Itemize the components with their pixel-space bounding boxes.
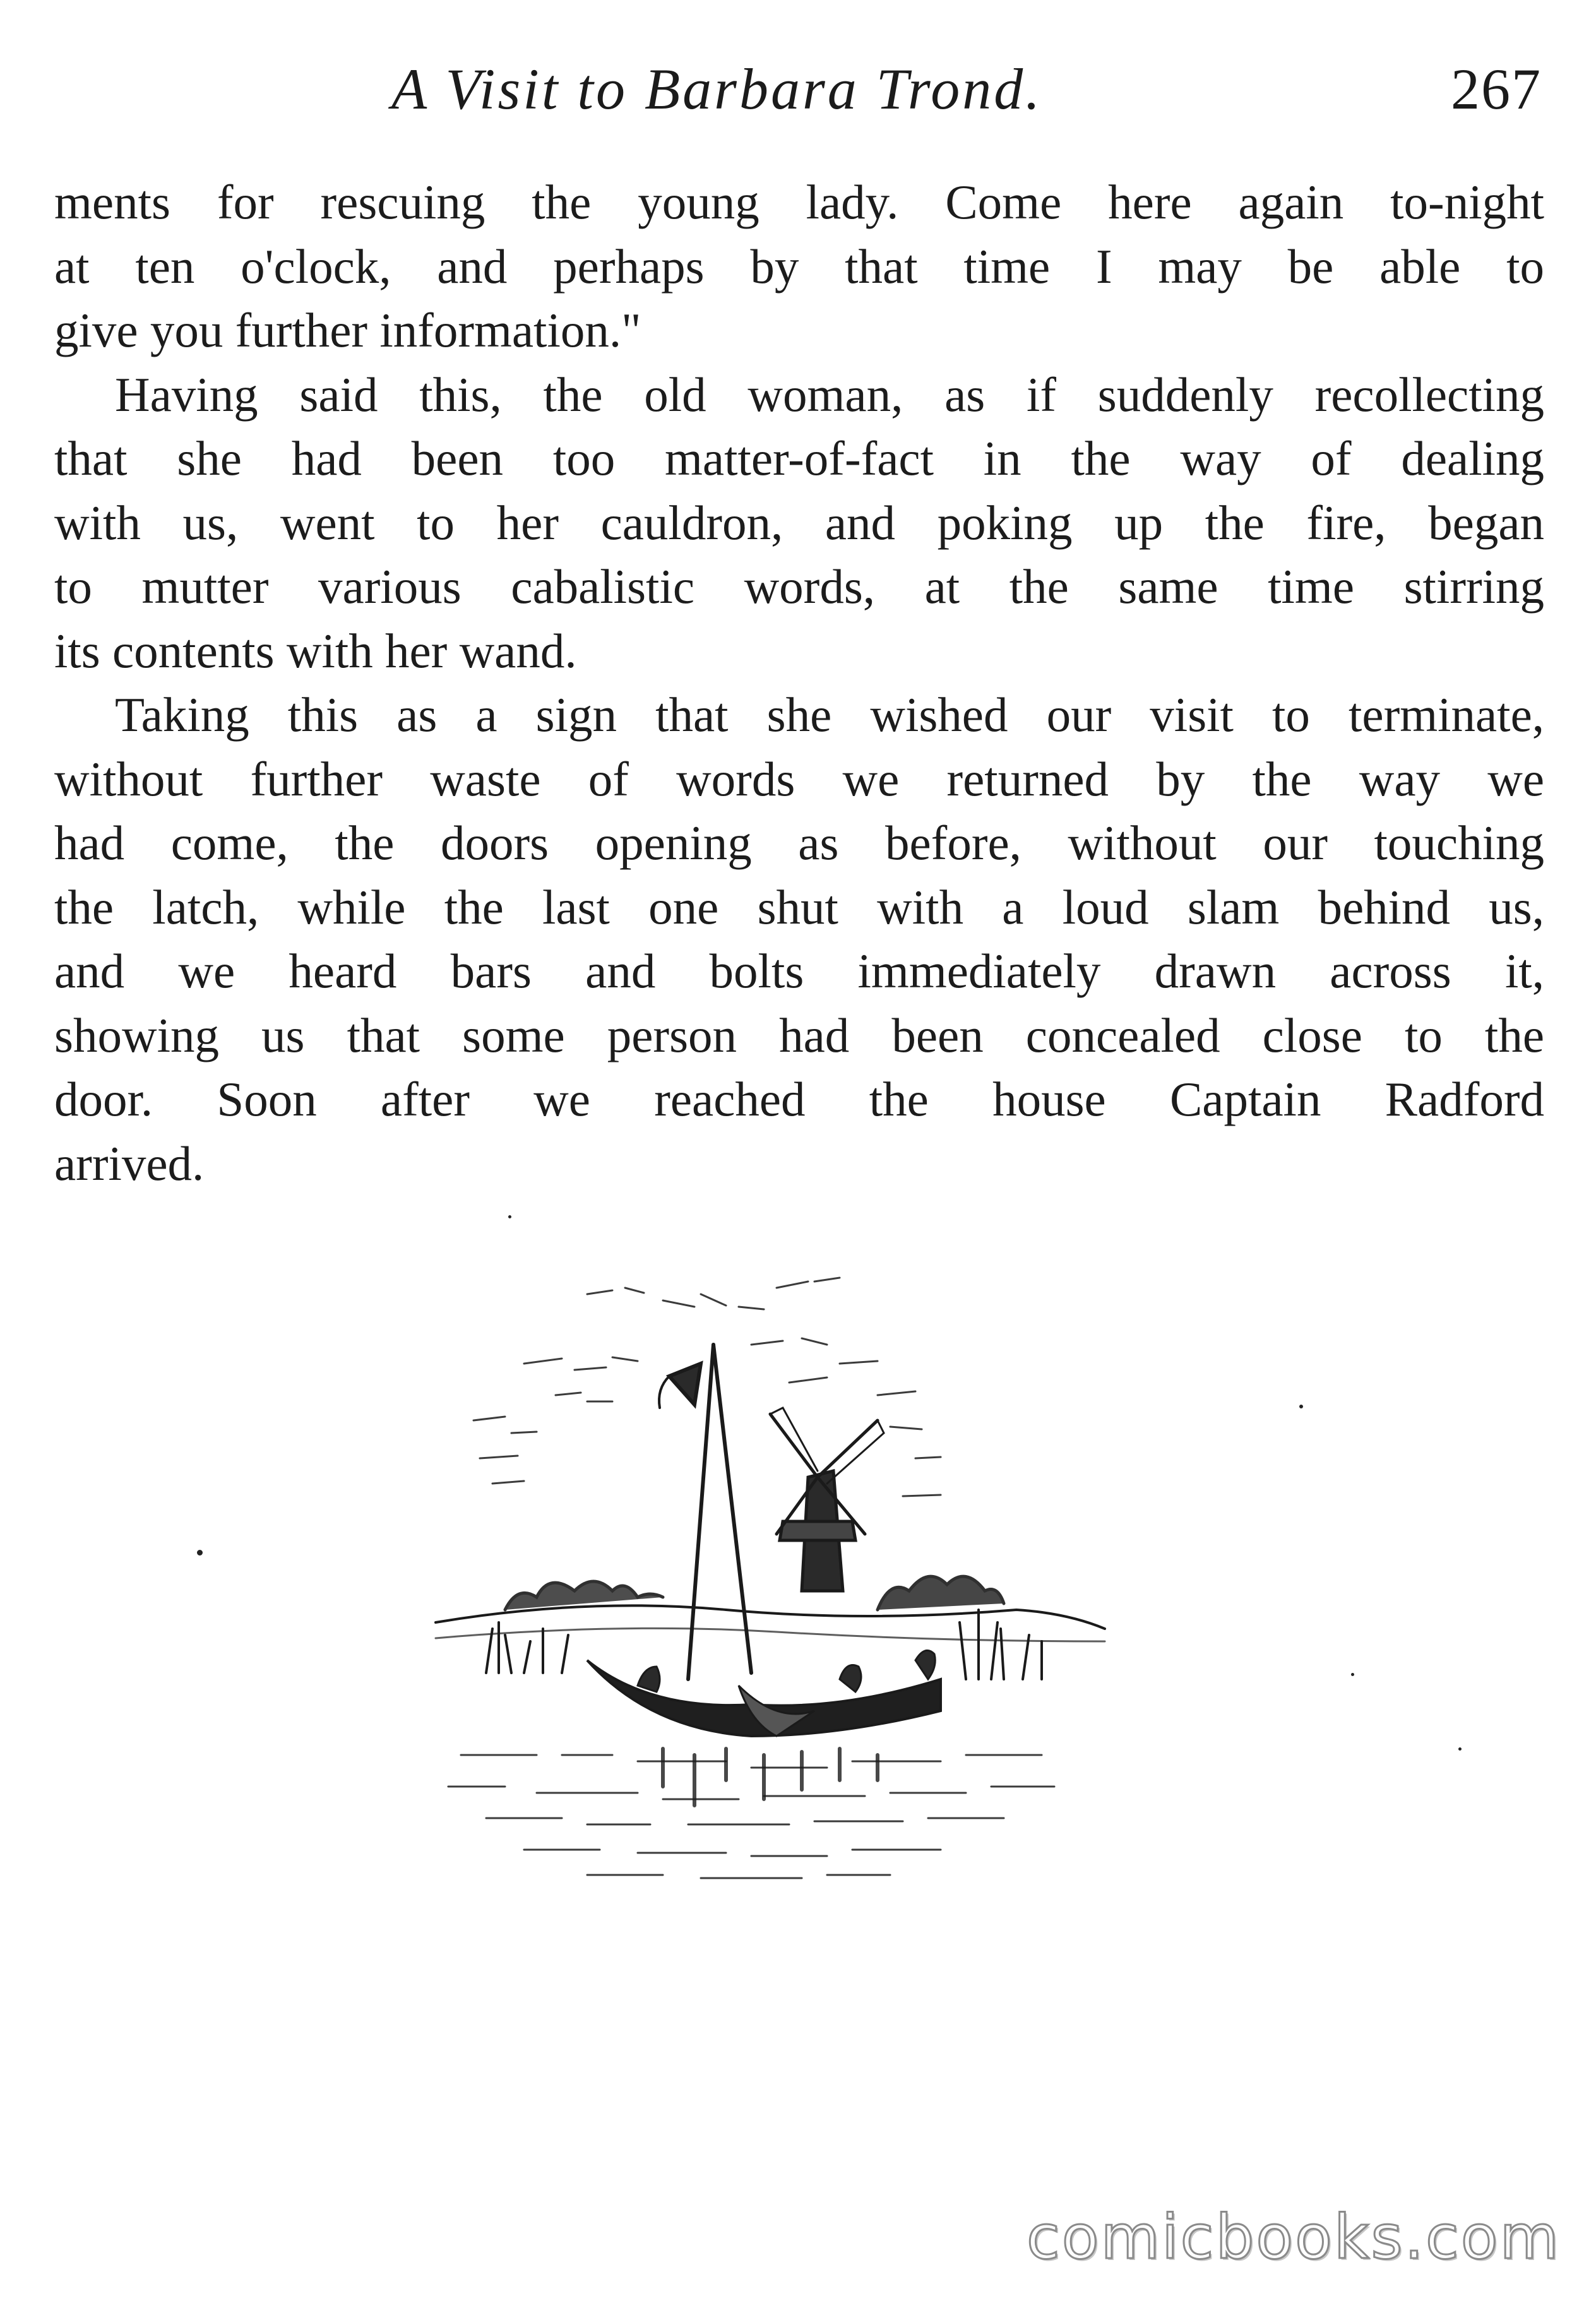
text-line: that she had been too matter-of-fact in the way of dealing [54, 431, 1544, 485]
text-line: without further waste of words we returned by the way we [54, 751, 1544, 806]
text-line: give you further information." [54, 303, 641, 357]
speck [1458, 1747, 1462, 1751]
paragraph [54, 363, 1544, 684]
reeds [486, 1610, 1042, 1679]
water-ripples [448, 1755, 1054, 1878]
trees-right [878, 1576, 1004, 1610]
shoreline [436, 1605, 1105, 1629]
text-line: arrived. [54, 1136, 205, 1191]
windmill-boat-engraving [398, 1269, 1155, 1888]
text-line: Taking this as a sign that she wished our visit to terminate, [115, 687, 1544, 742]
body-text [54, 170, 1544, 1196]
paragraph [54, 170, 1544, 363]
speck [508, 1215, 511, 1218]
running-title: A Visit to Barbara Trond. [391, 57, 1043, 121]
text-line: had come, the doors opening as before, without our touching [54, 816, 1544, 870]
text-line: with us, went to her cauldron, and poking up the fire, began [54, 495, 1544, 550]
windmill [770, 1408, 884, 1591]
text-line: showing us that some person had been concealed close to the [54, 1008, 1544, 1062]
boat-hull [587, 1650, 941, 1736]
text-line: its contents with her wand. [54, 623, 577, 678]
speck [1351, 1673, 1354, 1676]
text-line: ments for rescuing the young lady. Come here again to-night [54, 175, 1544, 229]
text-line: to mutter various cabalistic words, at the same time stirring [54, 559, 1544, 614]
speck [1299, 1405, 1303, 1408]
paragraph [54, 683, 1544, 1196]
speck [197, 1550, 203, 1556]
text-line: the latch, while the last one shut with a loud slam behind us, [54, 879, 1544, 934]
text-line: door. Soon after we reached the house Captain Radford [54, 1072, 1544, 1126]
text-line: Having said this, the old woman, as if suddenly recollecting [115, 367, 1544, 422]
page-number: 267 [1451, 57, 1542, 121]
text-line: at ten o'clock, and perhaps by that time I may be able to [54, 239, 1544, 294]
sky-hatching [473, 1278, 941, 1496]
text-line: and we heard bars and bolts immediately drawn across it, [54, 944, 1544, 998]
watermark: comicbooks.com [1026, 2202, 1561, 2273]
